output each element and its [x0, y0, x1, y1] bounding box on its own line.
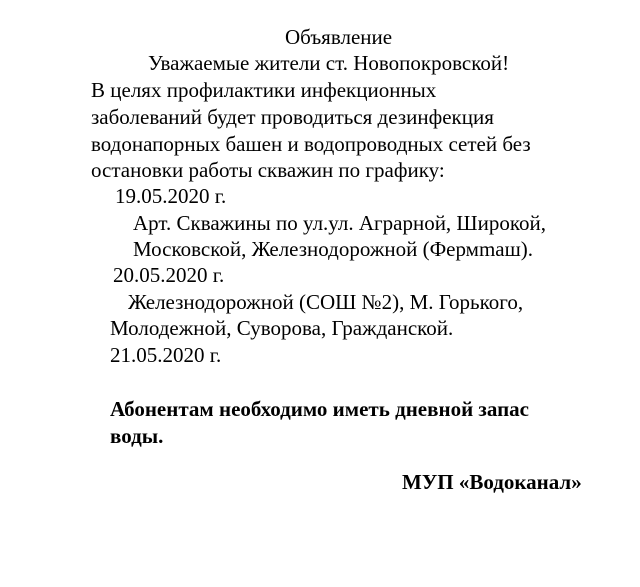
signature: МУП «Водоканал» [402, 470, 582, 494]
intro-line: В целях профилактики инфекционных [91, 78, 437, 102]
schedule-location-line: Железнодорожной (СОШ №2), М. Горького, [128, 290, 524, 314]
notice-greeting: Уважаемые жители ст. Новопокровской! [148, 51, 510, 75]
schedule-date: 20.05.2020 г. [113, 263, 225, 287]
warning-line: Абонентам необходимо иметь дневной запас [110, 397, 529, 421]
warning-line: воды. [110, 424, 164, 448]
notice-title: Объявление [285, 25, 393, 49]
schedule-date: 19.05.2020 г. [115, 184, 227, 208]
intro-line: заболеваний будет проводиться дезинфекция [91, 105, 494, 129]
schedule-location-line: Молодежной, Суворова, Гражданской. [110, 316, 454, 340]
schedule-location-line: Арт. Скважины по ул.ул. Аграрной, Широкой, [133, 211, 546, 235]
schedule-date: 21.05.2020 г. [110, 343, 222, 367]
intro-line: водонапорных башен и водопроводных сетей без [91, 132, 531, 156]
schedule-location-line: Московской, Железнодорожной (Фермmаш). [133, 237, 534, 261]
intro-line: остановки работы скважин по графику: [91, 158, 445, 182]
